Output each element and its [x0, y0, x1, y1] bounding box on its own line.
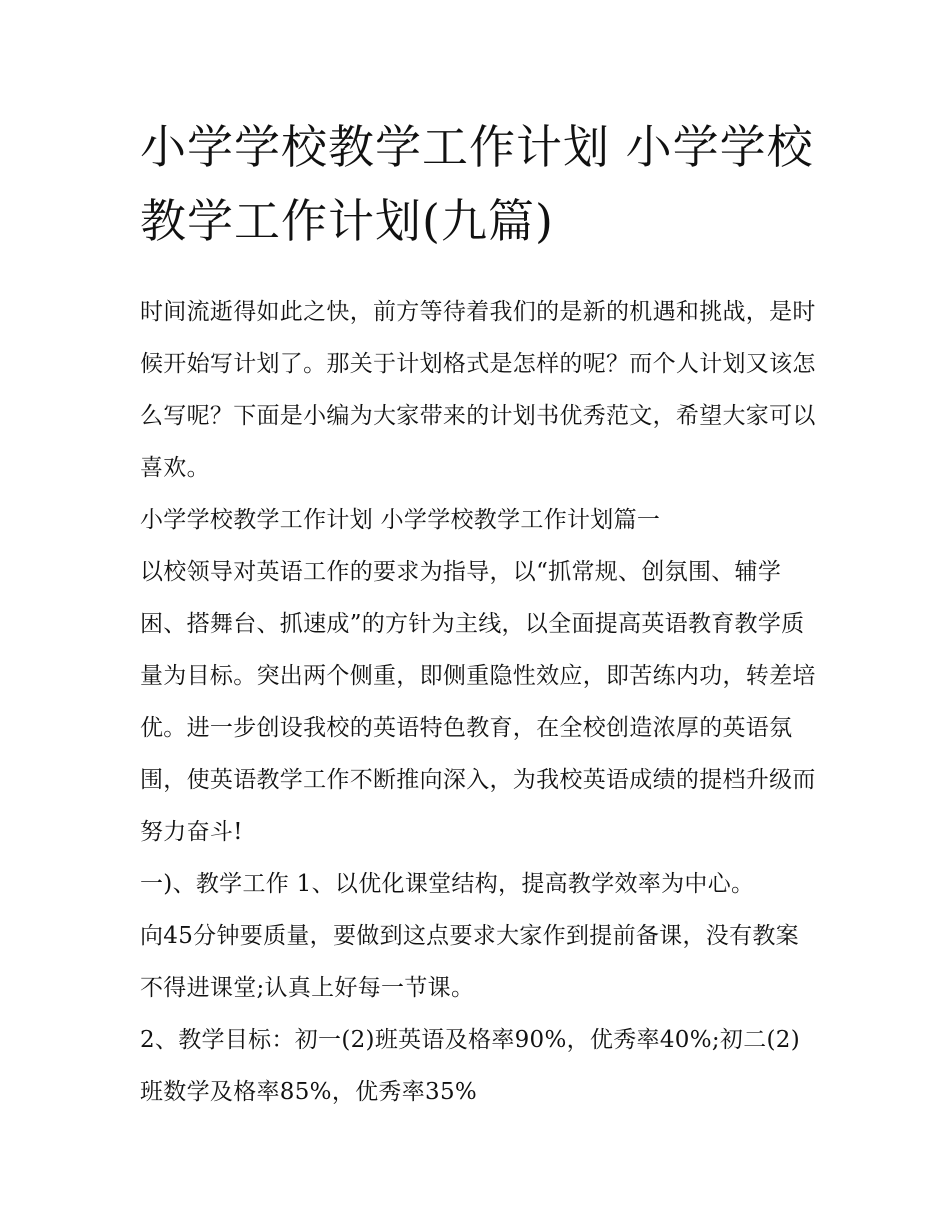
- paragraph-teaching-work: 一)、教学工作 1、以优化课堂结构，提高教学效率为中心。: [140, 871, 755, 897]
- section-heading-part-one: 小学学校教学工作计划 小学学校教学工作计划篇一: [140, 507, 661, 533]
- paragraph-class-quality: 向45分钟要质量，要做到这点要求大家作到提前备课，没有教案不得进课堂;认真上好每一节课。: [140, 923, 799, 1001]
- document-body: [140, 110, 820, 1118]
- paragraph-guiding-principle: 以校领导对英语工作的要求为指导，以“抓常规、创氛围、辅学困、搭舞台、抓速成”的方针为主线，以全面提高英语教育教学质量为目标。突出两个侧重，即侧重隐性效应，即苦练内功，转差培优。进一步创设我校的英语特色教育，在全校创造浓厚的英语氛围，使英语教学工作不断推向深入，为我校英语成绩的提档升级而努力奋斗!: [140, 559, 816, 845]
- paragraph-teaching-goals: 2、教学目标：初一(2)班英语及格率90%，优秀率40%;初二(2)班数学及格率85%，优秀率35%: [140, 1027, 800, 1105]
- paragraph-intro: 时间流逝得如此之快，前方等待着我们的是新的机遇和挑战，是时候开始写计划了。那关于计划格式是怎样的呢？而个人计划又该怎么写呢？下面是小编为大家带来的计划书优秀范文，希望大家可以喜欢。: [140, 299, 816, 481]
- document-title: 小学学校教学工作计划 小学学校教学工作计划(九篇): [140, 120, 814, 248]
